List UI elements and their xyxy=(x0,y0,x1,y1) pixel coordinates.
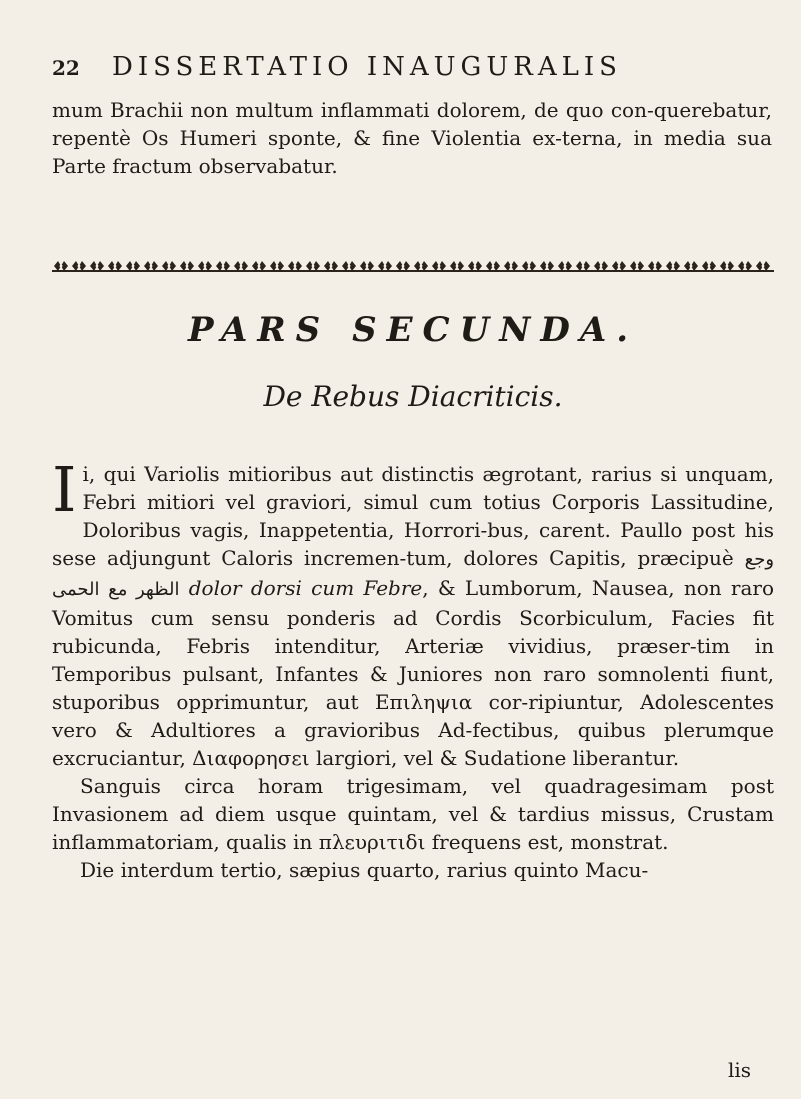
drop-cap: I xyxy=(52,453,77,526)
divider-ornament xyxy=(52,259,774,272)
page-header xyxy=(52,52,772,92)
latin-gloss: dolor dorsi cum Febre xyxy=(188,576,423,600)
paragraph-1 xyxy=(52,453,775,772)
paragraph-1-text-a: i, qui Variolis mitioribus aut distinctis ægrotant, rarius si unquam, Febri mitiori vel graviori, simul cum totius Corporis Lassitudine, Doloribus vagis, Inappetentia, Horrori-bus, carent. Paullo post his sese adjungunt Caloris incremen-tum, dolores Capitis, præcipuè xyxy=(52,462,774,570)
paragraph-1-text-b: , & Lumborum, Nausea, non raro Vomitus cum sensu ponderis ad Cordis Scorbiculum, Facies fit rubicunda, Febris intenditur, Arteriæ vividius, præser-tim in Temporibus pulsant, Infantes & Juniores non raro somnolenti fiunt, stuporibus opprimuntur, aut Επιληψια cor-ripiuntur, Adolescentes vero & Adultiores a gravioribus Ad-fectibus, quibus plerumque excruciantur, Διαφορησει largiori, vel & Sudatione liberantur. xyxy=(52,576,775,770)
paragraph-2: Sanguis circa horam trigesimam, vel quadragesimam post Invasionem ad diem usque quintam, vel & tardius missus, Crustam inflammatoriam, qualis in πλευριτιδι frequens est, monstrat. xyxy=(52,774,774,854)
part-title: PARS SECUNDA. xyxy=(187,310,639,350)
paragraph-3: Die interdum tertio, sæpius quarto, rarius quinto Macu- xyxy=(80,858,649,882)
part-subtitle: De Rebus Diacriticis. xyxy=(263,380,563,413)
page-number: 22 xyxy=(52,56,80,80)
running-title: DISSERTATIO INAUGURALIS xyxy=(112,52,622,82)
ornamental-divider xyxy=(52,258,774,272)
catchword: lis xyxy=(728,1058,752,1082)
intro-paragraph: mum Brachii non multum inflammati dolorem, de quo con-querebatur, repentè Os Humeri sponte, & fine Violentia ex-terna, in media sua Parte fractum observabatur. xyxy=(52,98,772,178)
main-text xyxy=(52,453,775,884)
arabic-phrase: وجع الظهر مع الحمى xyxy=(52,549,775,600)
